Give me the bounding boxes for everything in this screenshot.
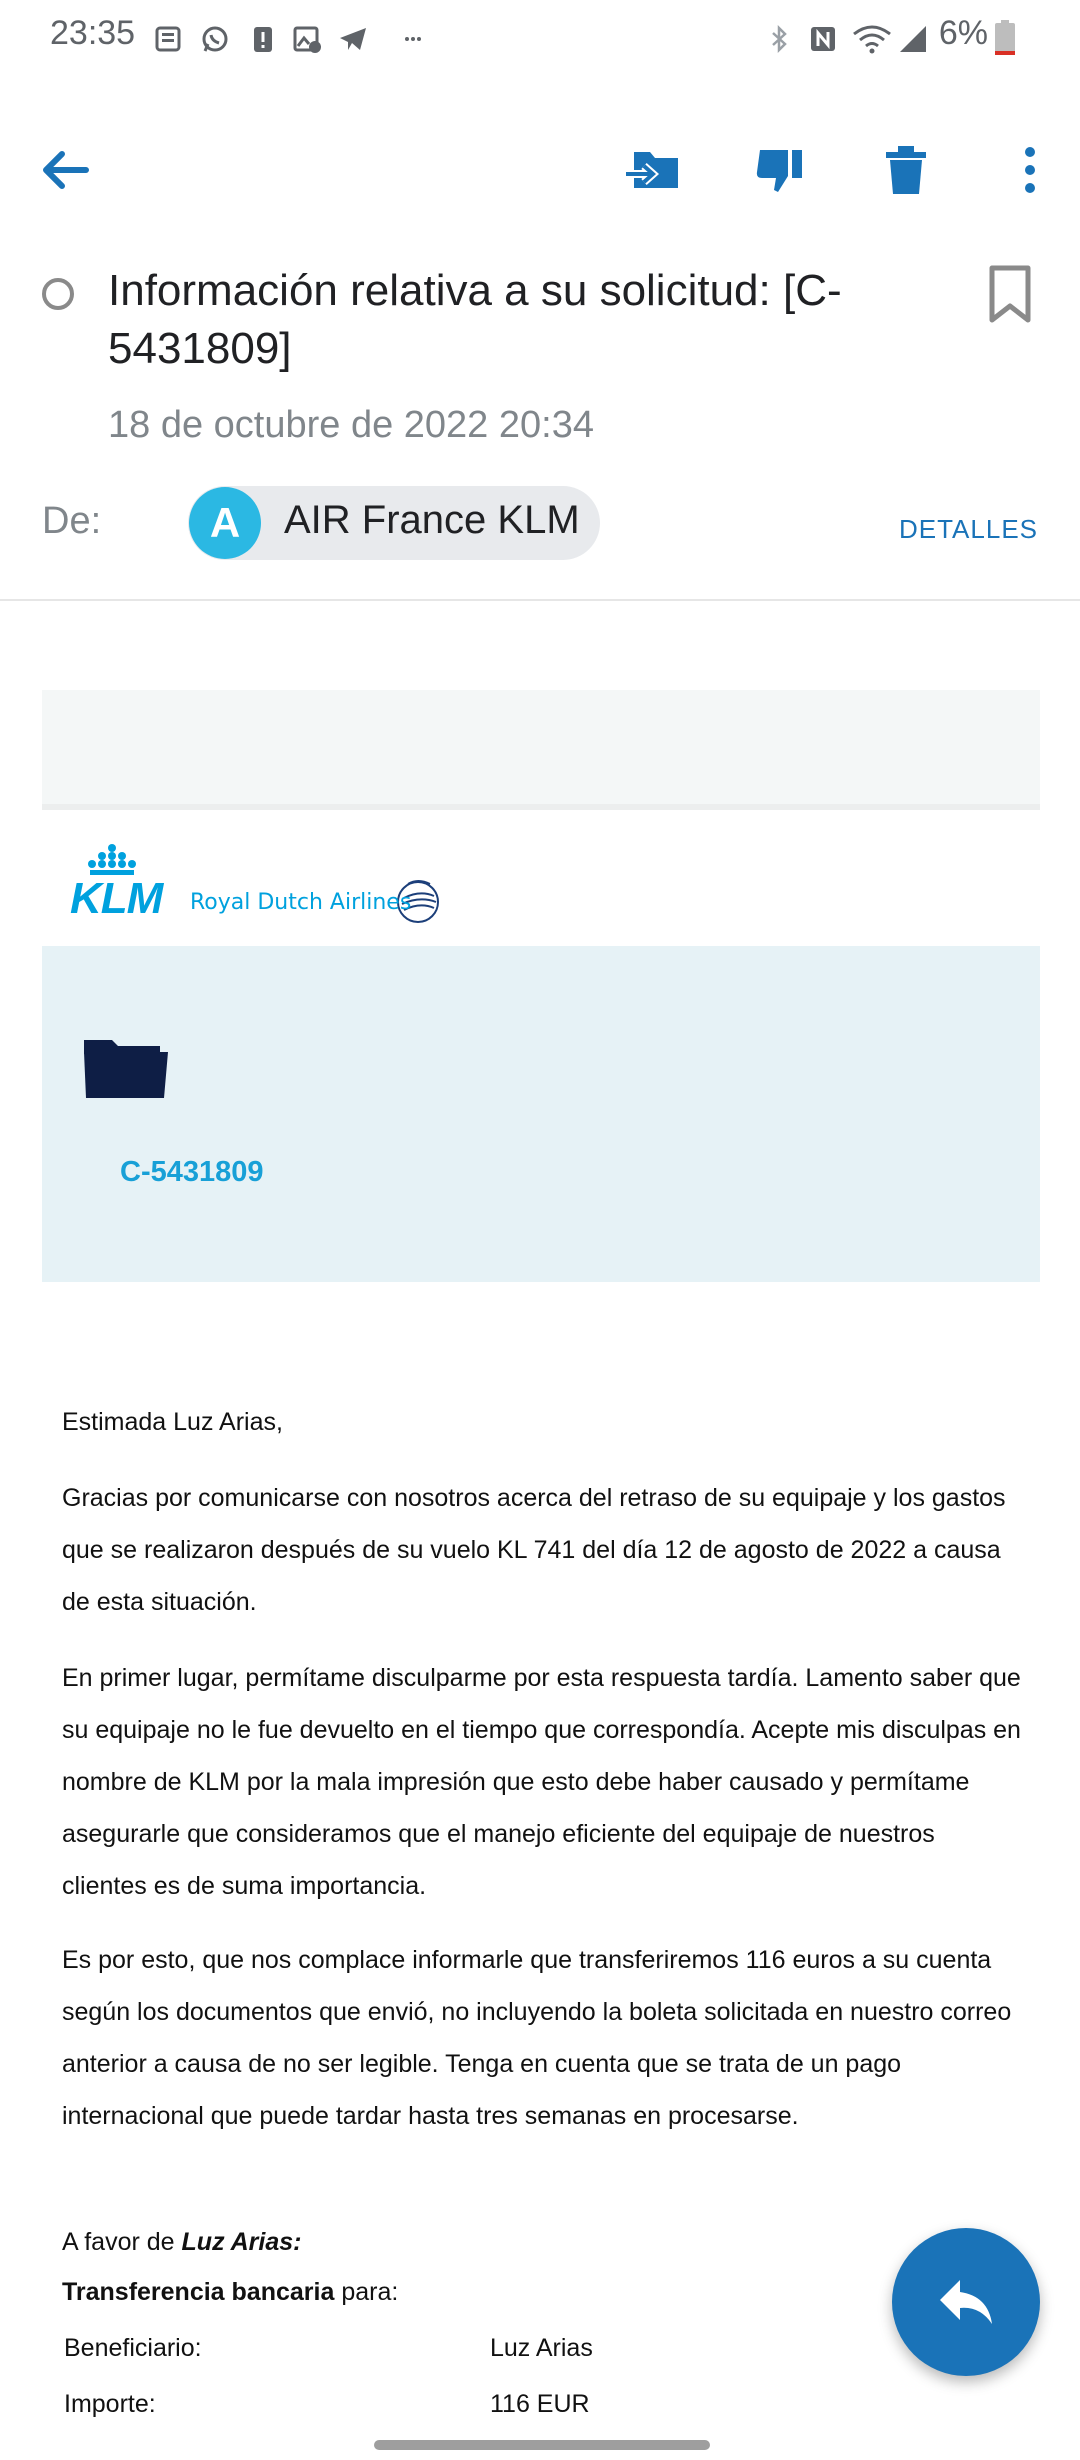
table-cell-value: 116 EUR	[490, 2390, 590, 2418]
email-banner	[42, 690, 1040, 810]
paragraph-3: Es por esto, que nos complace informarle que transferiremos 116 euros a su cuenta según los documentos que envió, no incluyendo la boleta solicitada en nuestro correo anterior a causa de no ser legible. Tenga en cuenta que se trata de un pago internacional que puede tardar hasta tres semanas en procesarse.	[62, 1946, 1012, 2130]
sender-chip[interactable]	[188, 486, 600, 560]
favor-name: Luz Arias:	[181, 2228, 302, 2256]
gesture-nav-handle[interactable]	[374, 2440, 710, 2450]
klm-logo	[68, 840, 468, 930]
nfc-icon	[808, 24, 838, 54]
details-link[interactable]: DETALLES	[898, 514, 1038, 544]
favor-prefix: A favor de	[62, 2228, 182, 2256]
divider	[0, 599, 1080, 601]
folder-icon	[82, 1036, 170, 1100]
reply-icon	[936, 2274, 996, 2330]
transfer-bold: Transferencia bancaria	[62, 2278, 335, 2306]
klm-logo-text: KLM	[70, 874, 163, 923]
signal-icon	[898, 24, 928, 54]
wifi-icon	[852, 24, 892, 54]
email-date: 18 de octubre de 2022 20:34	[108, 404, 594, 446]
greeting: Estimada Luz Arias,	[62, 1408, 283, 1436]
bookmark-icon[interactable]	[986, 264, 1034, 324]
thumbs-down-icon[interactable]	[750, 140, 810, 200]
paragraph-1: Gracias por comunicarse con nosotros acerca del retraso de su equipaje y los gastos que se realizaron después de su vuelo KL 741 del día 12 de agosto de 2022 a causa de esta situación.	[62, 1484, 1006, 1616]
case-box	[42, 946, 1040, 1282]
image-error-icon	[292, 24, 322, 54]
back-arrow-icon[interactable]	[36, 140, 96, 200]
bluetooth-icon	[764, 24, 794, 54]
case-id-link[interactable]: C-5431809	[120, 1156, 264, 1188]
klm-logo-subtitle: Royal Dutch Airlines	[190, 890, 412, 915]
status-time: 23:35	[50, 14, 136, 52]
more-notifications-icon	[398, 24, 428, 54]
trash-icon[interactable]	[876, 140, 936, 200]
transfer-rest: para:	[334, 2278, 399, 2306]
from-label: De:	[42, 500, 102, 542]
email-subject: Información relativa a su solicitud: [C-5431809]	[108, 266, 842, 373]
table-cell-label: Beneficiario:	[64, 2334, 202, 2362]
table-row	[64, 2390, 964, 2419]
table-row	[64, 2334, 964, 2363]
telegram-icon	[338, 24, 368, 54]
battery-icon	[994, 20, 1016, 56]
battery-percentage: 6%	[938, 14, 988, 52]
unread-circle-icon[interactable]	[40, 276, 76, 312]
whatsapp-icon	[200, 24, 230, 54]
reply-button[interactable]	[892, 2228, 1040, 2376]
more-vert-icon[interactable]	[1000, 140, 1060, 200]
news-icon	[154, 24, 184, 54]
table-cell-label: Importe:	[64, 2390, 156, 2418]
table-cell-value: Luz Arias	[490, 2334, 593, 2362]
paragraph-2: En primer lugar, permítame disculparme por esta respuesta tardía. Lamento saber que su equipaje no le fue devuelto en el tiempo que correspondía. Acepte mis disculpas en nombre de KLM por la mala impresión que esto debe haber causado y permítame asegurarle que consideramos que el manejo eficiente del equipaje de nuestros clientes es de suma importancia.	[62, 1664, 1021, 1900]
transfer-line	[62, 2266, 1022, 2318]
favor-line	[62, 2216, 1022, 2268]
status-bar	[0, 0, 1080, 80]
alert-icon	[248, 24, 278, 54]
avatar: A	[189, 487, 261, 559]
move-to-folder-icon[interactable]	[624, 140, 684, 200]
sender-name: AIR France KLM	[284, 498, 580, 542]
